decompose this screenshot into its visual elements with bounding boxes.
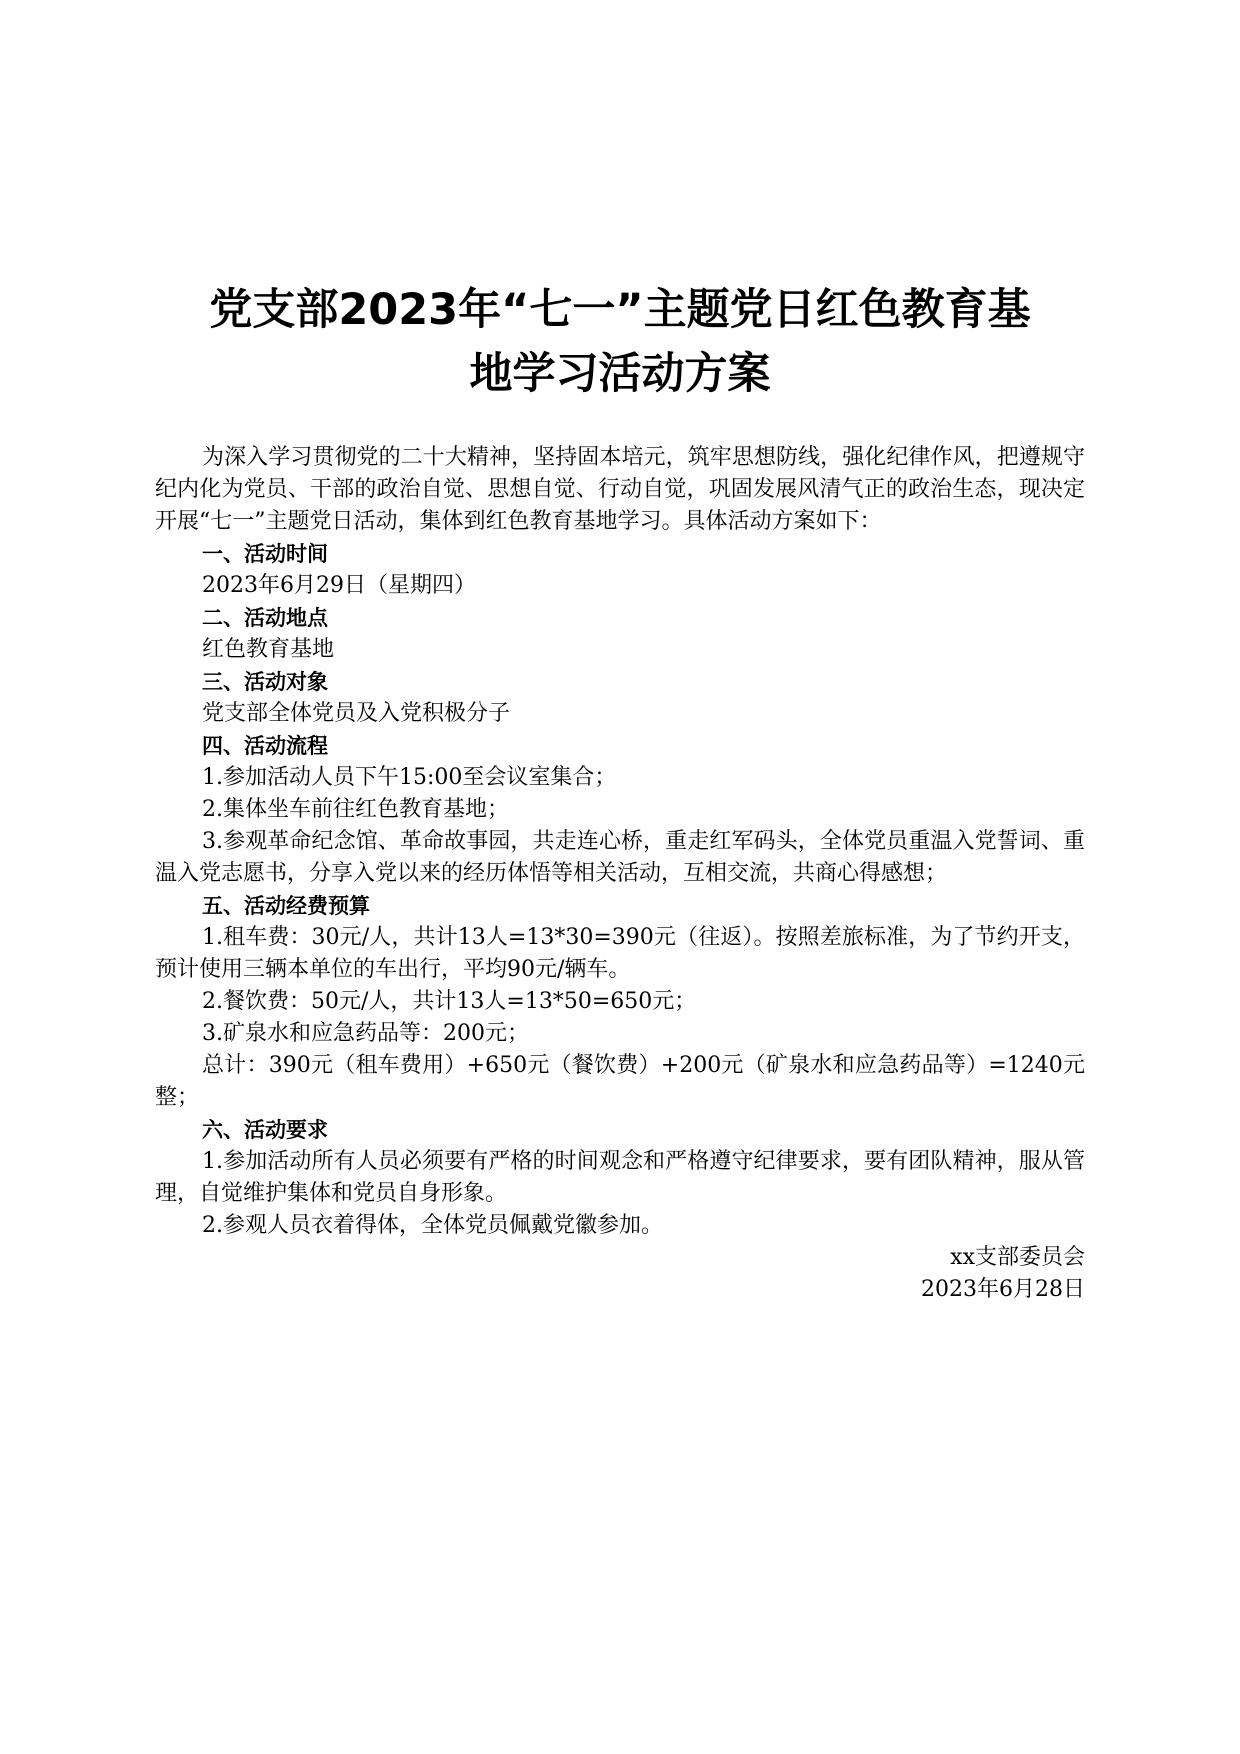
- budget-item: 3.矿泉水和应急药品等：200元；: [202, 1021, 529, 1046]
- document-page: [155, 0, 1085, 1306]
- document-body: [155, 442, 1085, 1306]
- title-line-2: 地学习活动方案: [469, 349, 771, 399]
- process-item: 3.参观革命纪念馆、革命故事园，共走连心桥，重走红军码头，全体党员重温入党誓词、重温入党志愿书，分享入党以来的经历体悟等相关活动，互相交流，共商心得感想；: [155, 829, 1085, 886]
- requirement-item: 1.参加活动所有人员必须要有严格的时间观念和严格遵守纪律要求，要有团队精神，服从管理，自觉维护集体和党员自身形象。: [155, 1149, 1085, 1206]
- section-heading-process: 四、活动流程: [202, 734, 328, 758]
- process-item: 2.集体坐车前往红色教育基地；: [202, 797, 509, 822]
- section-heading-time: 一、活动时间: [202, 542, 328, 566]
- section-heading-target: 三、活动对象: [202, 670, 328, 694]
- section-text-target: 党支部全体党员及入党积极分子: [202, 701, 511, 726]
- requirement-item: 2.参观人员衣着得体，全体党员佩戴党徽参加。: [202, 1213, 663, 1238]
- section-heading-budget: 五、活动经费预算: [202, 894, 370, 918]
- section-heading-requirements: 六、活动要求: [202, 1118, 328, 1142]
- section-text-time: 2023年6月29日（星期四）: [202, 573, 476, 598]
- title-line-1: 党支部2023年“七一”主题党日红色教育基: [209, 285, 1031, 335]
- budget-item: 1.租车费：30元/人，共计13人=13*30=390元（往返）。按照差旅标准，为了节约开支，预计使用三辆本单位的车出行，平均90元/辆车。: [155, 925, 1085, 982]
- section-heading-place: 二、活动地点: [202, 606, 328, 630]
- intro-paragraph: 为深入学习贯彻党的二十大精神，坚持固本培元，筑牢思想防线，强化纪律作风，把遵规守纪内化为党员、干部的政治自觉、思想自觉、行动自觉，巩固发展风清气正的政治生态，现决定开展“七一”主题党日活动，集体到红色教育基地学习。具体活动方案如下：: [155, 445, 1085, 534]
- signature-date: 2023年6月28日: [921, 1277, 1085, 1302]
- budget-item: 2.餐饮费：50元/人，共计13人=13*50=650元；: [202, 989, 697, 1014]
- document-title: [155, 278, 1085, 406]
- signature-org: xx支部委员会: [950, 1245, 1085, 1270]
- section-text-place: 红色教育基地: [202, 637, 335, 662]
- process-item: 1.参加活动人员下午15:00至会议室集合；: [202, 765, 617, 790]
- budget-total: 总计：390元（租车费用）+650元（餐饮费）+200元（矿泉水和应急药品等）=1240元整；: [155, 1053, 1085, 1110]
